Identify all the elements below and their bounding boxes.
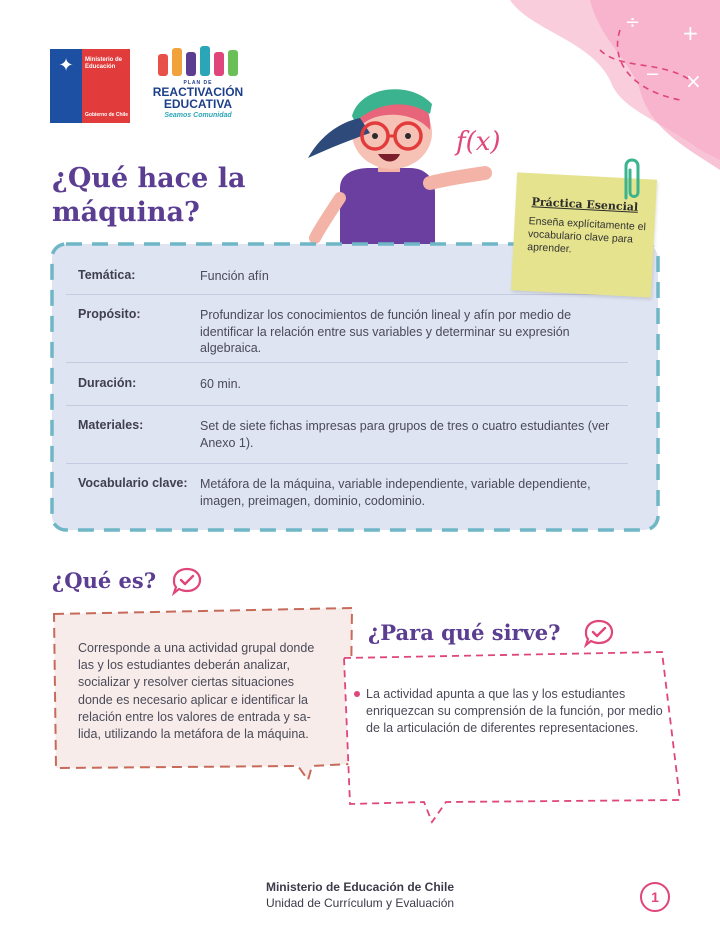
svg-text:−: − <box>645 64 661 85</box>
row-value: Profundizar los conocimientos de función lineal y afín por medio de identificar la relación entre sus variables y determinar su expresión algebraica. <box>200 308 572 355</box>
row-label: Materiales: <box>78 418 144 432</box>
paperclip-icon <box>616 152 646 204</box>
check-bubble-icon <box>583 618 615 648</box>
que-es-text: Corresponde a una actividad grupal donde las y los estudiantes deberán analizar, socializar y resolver ciertas situaciones donde es necesario aplicar e identificar la relación entre los valores de entrada y sa-lida, utilizando la metáfora de la máquina. <box>78 641 315 742</box>
page-title <box>52 162 322 230</box>
plan-line1: REACTIVACIÓN <box>152 85 244 99</box>
row-value: Set de siete fichas impresas para grupos de tres o cuatro estudiantes (ver Anexo 1). <box>200 419 610 450</box>
row-label: Duración: <box>78 376 137 390</box>
check-bubble-icon <box>171 566 203 596</box>
row-label: Vocabulario clave: <box>78 476 188 490</box>
bullet-icon <box>354 691 360 697</box>
gobierno-label: Gobierno de Chile <box>85 112 129 118</box>
title-line1: ¿Qué hace la <box>52 163 246 194</box>
formula-label: f(x) <box>456 127 501 157</box>
info-table <box>48 254 628 524</box>
title-line2: máquina? <box>52 197 200 228</box>
ministerio-logo <box>50 49 130 123</box>
ministerio-line2: Educación <box>85 64 116 70</box>
student-illustration <box>300 78 510 248</box>
sticky-note-title: Práctica Esencial <box>531 195 639 214</box>
row-label: Temática: <box>78 268 136 282</box>
svg-text:×: × <box>685 69 702 93</box>
page-number: 1 <box>640 882 670 912</box>
sticky-note-body: Enseña explícitamente el vocabulario clave para aprender. <box>526 215 647 256</box>
ministerio-line1: Ministerio de <box>85 57 123 63</box>
footer-unit: Unidad de Currículum y Evaluación <box>265 896 455 910</box>
table-row-duracion <box>66 363 628 406</box>
chile-emblem-icon: ✦ <box>58 55 74 75</box>
plan-line2: EDUCATIVA <box>163 97 233 111</box>
que-es-heading: ¿Qué es? <box>52 568 157 593</box>
para-que-body: La actividad apunta a que las y los estudiantes enriquezcan su comprensión de la función, por medio de la articulación de diferentes representaciones. <box>366 687 663 736</box>
plan-slogan: Seamos Comunidad <box>164 112 232 119</box>
para-que-heading: ¿Para qué sirve? <box>368 620 561 645</box>
row-label: Propósito: <box>78 307 141 321</box>
table-row-proposito <box>66 295 628 363</box>
plan-label: PLAN DE <box>183 80 213 86</box>
raised-hands-icon <box>156 46 244 76</box>
footer-ministry: Ministerio de Educación de Chile <box>265 880 455 894</box>
para-que-box <box>336 648 684 828</box>
reactivacion-logo <box>150 46 250 126</box>
table-row-vocabulario <box>66 464 628 524</box>
row-value: Función afín <box>200 269 269 283</box>
svg-text:÷: ÷ <box>625 12 641 33</box>
svg-text:+: + <box>682 21 699 45</box>
table-row-materiales <box>66 406 628 464</box>
row-value: 60 min. <box>200 377 241 391</box>
row-value: Metáfora de la máquina, variable independiente, variable dependiente, imagen, preimagen, dominio, codominio. <box>200 477 591 508</box>
para-que-text <box>366 686 666 738</box>
